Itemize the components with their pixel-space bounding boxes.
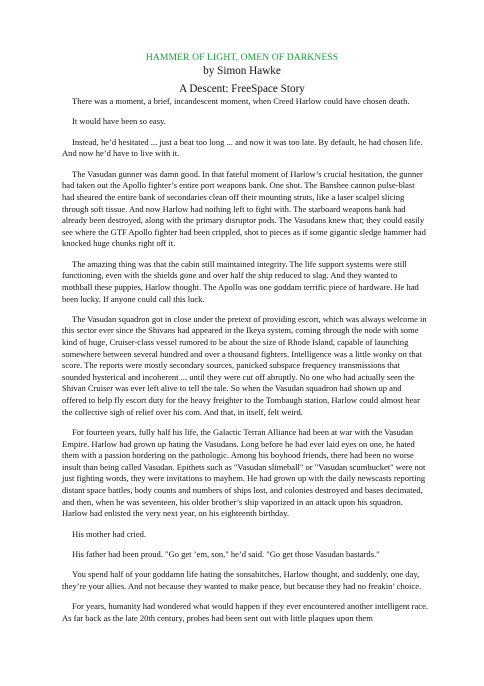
paragraph-10: You spend half of your goddamn life hating the sonsabitches, Harlow thought, and suddenly, one day, they’re your allies. And not because they wanted to make peace, but because they had no freakin’ choice.	[62, 569, 422, 591]
story-title: HAMMER OF LIGHT, OMEN OF DARKNESS	[145, 52, 339, 63]
story-author: by Simon Hawke	[203, 65, 281, 77]
paragraph-6: The Vasudan squadron got in close under the pretext of providing escort, which was always welcome in this sector ever since the Shivans had appeared in the Ikeya system, coming through the node with some kind of huge, Cruiser-class vessel rumored to be about the size of Rhode Island, capable of launching somewhere between several hundred and over a thousand fighters. Intelligence was a little wonky on that score. The reports were mostly secondary sources, panicked subspace frequency transmissions that sounded hysterical and incoherent ... until they were cut off abruptly. No one who had actually seen the Shivan Cruiser was ever left alive to tell the tale. So when the Vasudan squadron had shown up and offered to help fly escort duty for the heavy freighter to the Tombaugh station, Harlow could almost hear the collective sigh of relief over his com. And that, in itself, felt weird.	[62, 313, 427, 417]
paragraph-1: There was a moment, a brief, incandescent moment, when Creed Harlow could have chosen death.	[72, 96, 410, 106]
story-body	[62, 96, 428, 633]
paragraph-7: For fourteen years, fully half his life, the Galactic Terran Alliance had been at war with the Vasudan Empire. Harlow had grown up hating the Vasudans. Long before he had ever laid eyes on one, he hated them with a passion bordering on the pathologic. Among his boyhood friends, there had been no worse insult than being called Vasudan. Epithets such as "Vasudan slimeball" or "Vasudan scumbucket" were not just fighting words, they were invitations to mayhem. He had grown up with the daily newscasts reporting distant space battles, body counts and numbers of ships lost, and colonies destroyed and bases decimated, and then, when he was seventeen, his older brother’s ship vaporized in an attack upon his squadron. Harlow had enlisted the very next year, on his eighteenth birthday.	[62, 427, 426, 519]
paragraph-4: The Vasudan gunner was damn good. In that fateful moment of Harlow’s crucial hesitation, the gunner had taken out the Apollo fighter’s entire port weapons bank. One shot. The Banshee cannon pulse-blast had sheared the entire bank of secondaries clean off their mounting struts, like a laser scalpel slicing through soft tissue. And now Harlow had nothing left to fight with. The starboard weapons bank had already been destroyed, along with the primary disruptor pods. The Vasudans knew that; they could easily see where the GTF Apollo fighter had been crippled, shot to pieces as if some gigantic sledge hammer had knocked huge chunks right off it.	[62, 168, 426, 249]
story-header	[0, 52, 484, 96]
paragraph-11: For years, humanity had wondered what would happen if they ever encountered another intelligent race. As far back as the late 20th century, probes had been sent out with little plaques upon them	[62, 601, 428, 623]
paragraph-5: The amazing thing was that the cabin still maintained integrity. The life support systems were still functioning, even with the shields gone and over half the ship reduced to slag. And they wanted to mothball these puppies, Harlow thought. The Apollo was one goddam terrific piece of hardware. He had been lucky. If anyone could call this luck.	[62, 258, 419, 304]
paragraph-2: It would have been so easy.	[72, 116, 166, 127]
story-subtitle: A Descent: FreeSpace Story	[179, 83, 305, 95]
paragraph-9: His father had been proud. "Go get ’em, son," he’d said. "Go get those Vasudan bastards."	[72, 548, 380, 559]
paragraph-3: Instead, he’d hesitated ... just a beat too long ... and now it was too late. By default, he had chosen life. And now he’d have to live with it.	[62, 136, 423, 159]
paragraph-8: His mother had cried.	[72, 528, 147, 539]
